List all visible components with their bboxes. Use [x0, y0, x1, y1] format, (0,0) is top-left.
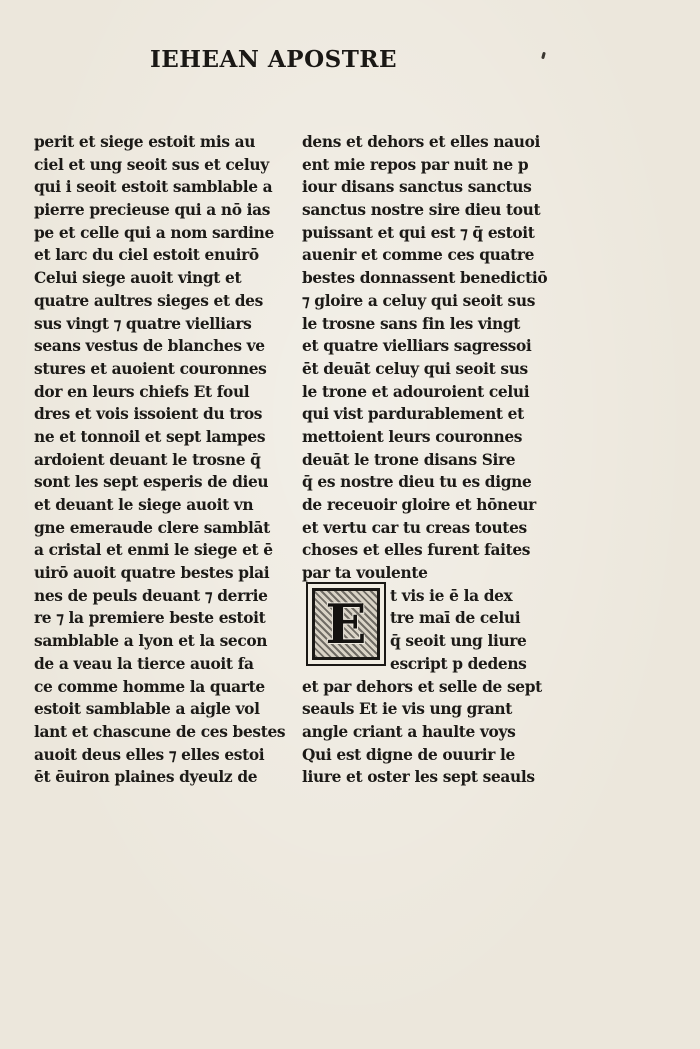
text-line: pierre precieuse qui a nō ias: [34, 201, 271, 220]
text-line: puissant et qui est ⁊ q̄ estoit: [302, 223, 535, 242]
text-line: de receuoir gloire et hōneur: [302, 496, 536, 514]
text-line: q̄ es nostre dieu tu es digne: [302, 473, 532, 492]
text-line: et quatre vielliars sagressoi: [302, 337, 532, 356]
text-line: quatre aultres sieges et des: [34, 291, 263, 310]
text-line: de a veau la tierce auoit fa: [34, 654, 254, 673]
text-line: uirō auoit quatre bestes plai: [34, 564, 270, 583]
text-line: et deuant le siege auoit vn: [34, 496, 254, 514]
running-head: IEHEAN APOSTRE: [150, 46, 397, 73]
text-line: mettoient leurs couronnes: [302, 427, 523, 446]
text-line: liure et oster les sept seauls: [302, 768, 535, 787]
text-line: re ⁊ la premiere beste estoit: [34, 609, 266, 628]
text-line: estoit samblable a aigle vol: [34, 700, 260, 719]
text-line: perit et siege estoit mis au: [34, 133, 256, 151]
text-line: pe et celle qui a nom sardine: [34, 223, 274, 242]
right-text-column: [302, 131, 548, 789]
text-line: nes de peuls deuant ⁊ derrie: [34, 586, 268, 605]
text-line: par ta voulente: [302, 564, 428, 583]
text-line: le trone et adouroient celui: [302, 382, 530, 401]
text-line: stures et auoient couronnes: [34, 359, 267, 378]
text-line: a cristal et enmi le siege et ē: [34, 541, 273, 560]
decorated-initial: [306, 582, 386, 666]
text-line: qui vist pardurablement et: [302, 405, 524, 424]
initial-letter: E: [325, 592, 367, 656]
left-text-column: [34, 131, 286, 789]
text-line: sont les sept esperis de dieu: [34, 473, 269, 492]
text-line: ne et tonnoil et sept lampes: [34, 427, 266, 446]
text-line-beside-initial: escript p dedens: [390, 654, 527, 673]
text-line: ēt deuāt celuy qui seoit sus: [302, 359, 528, 378]
text-line: samblable a lyon et la secon: [34, 632, 268, 651]
text-line-beside-initial: q̄ seoit ung liure: [390, 632, 527, 651]
text-line-beside-initial: tre maī de celui: [390, 609, 521, 628]
text-line: le trosne sans fin les vingt: [302, 314, 521, 333]
text-line: et larc du ciel estoit enuirō: [34, 246, 259, 265]
text-line: Celui siege auoit vingt et: [34, 269, 242, 288]
text-line: choses et elles furent faites: [302, 541, 531, 560]
text-line: ⁊ gloire a celuy qui seoit sus: [302, 291, 536, 310]
text-line: dens et dehors et elles nauoi: [302, 133, 541, 151]
text-line: seauls Et ie vis ung grant: [302, 700, 513, 719]
text-line: sanctus nostre sire dieu tout: [302, 201, 541, 220]
text-line: et par dehors et selle de sept: [302, 677, 542, 696]
text-line: ent mie repos par nuit ne p: [302, 155, 529, 174]
text-line: Qui est digne de ouurir le: [302, 745, 515, 764]
text-line: lant et chascune de ces bestes: [34, 722, 286, 741]
text-line: et vertu car tu creas toutes: [302, 518, 527, 537]
text-line: angle criant a haulte voys: [302, 722, 516, 741]
ink-speck: [541, 52, 546, 60]
text-line: bestes donnassent benedictiō: [302, 269, 548, 288]
text-line: qui i seoit estoit samblable a: [34, 178, 273, 197]
text-line: ardoient deuant le trosne q̄: [34, 450, 261, 469]
text-line: dor en leurs chiefs Et foul: [34, 382, 250, 401]
text-line: ciel et ung seoit sus et celuy: [34, 155, 269, 174]
text-line: gne emeraude clere samblāt: [34, 518, 270, 537]
text-line: ēt ēuiron plaines dyeulz de: [34, 768, 258, 787]
text-line: auoit deus elles ⁊ elles estoi: [34, 745, 265, 764]
text-line: sus vingt ⁊ quatre vielliars: [34, 314, 252, 333]
text-line: dres et vois issoient du tros: [34, 405, 263, 424]
text-line: auenir et comme ces quatre: [302, 246, 535, 265]
text-line: iour disans sanctus sanctus: [302, 178, 532, 197]
text-line: seans vestus de blanches ve: [34, 337, 265, 356]
text-line-beside-initial: t vis ie ē la dex: [390, 586, 513, 605]
text-line: ce comme homme la quarte: [34, 677, 265, 696]
text-line: deuāt le trone disans Sire: [302, 450, 516, 469]
